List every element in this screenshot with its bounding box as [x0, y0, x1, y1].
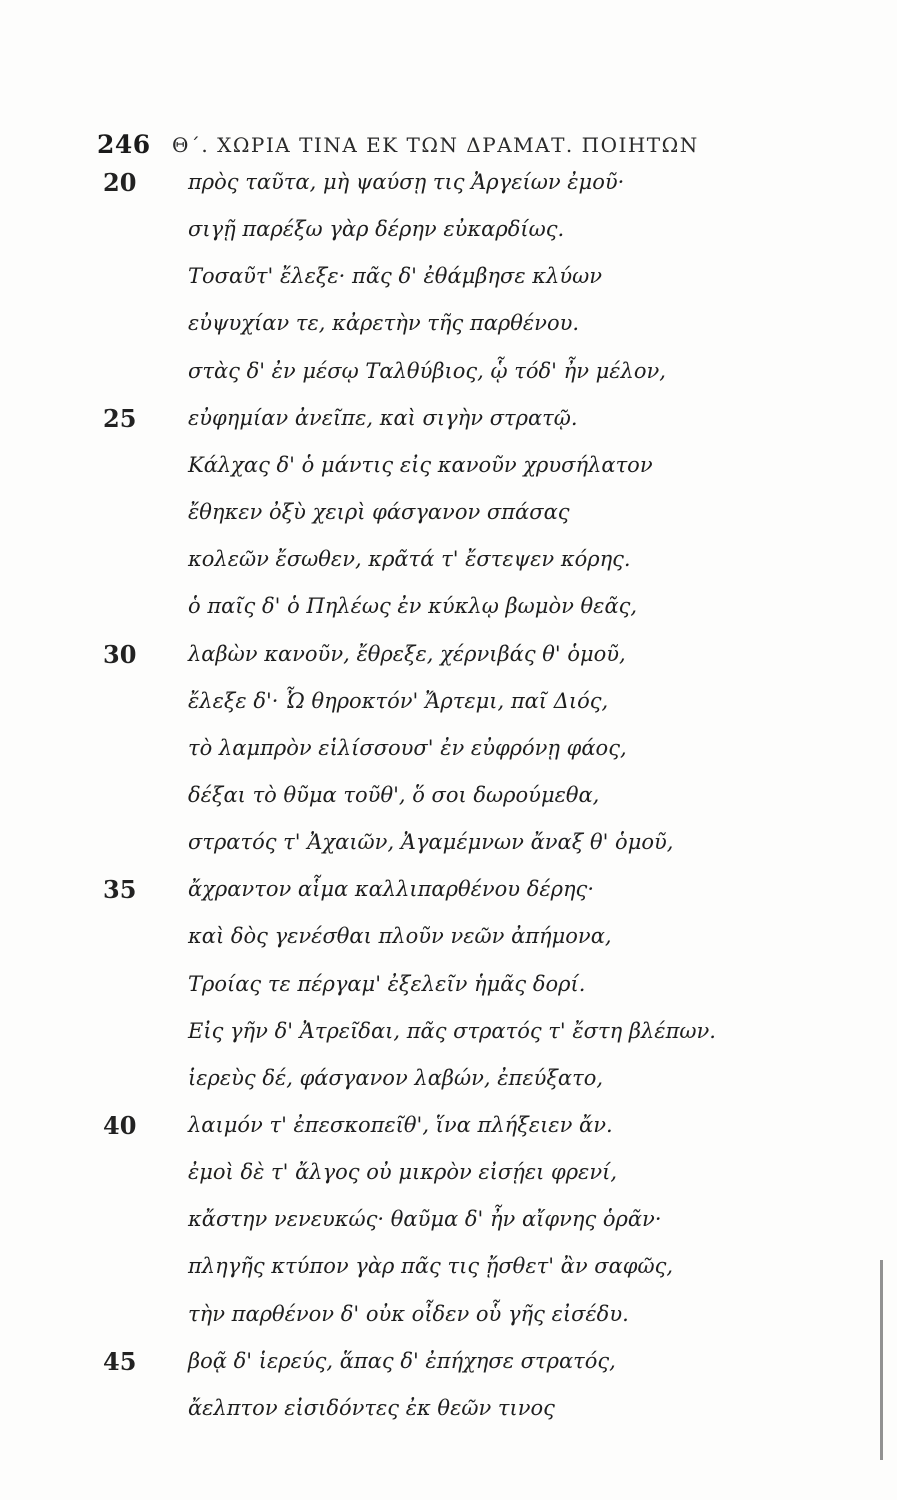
page-number: 246 [97, 130, 151, 159]
verse-line [0, 922, 897, 970]
line-text: Τροίας τε πέργαμ' ἐξελεῖν ἡμᾶς δορί. [188, 971, 586, 996]
verse-line [0, 875, 897, 923]
verse-line [0, 1347, 897, 1395]
line-text: ἄελπτον εἰσιδόντες ἐκ θεῶν τινος [188, 1395, 555, 1420]
verse-line [0, 1158, 897, 1206]
running-head-title: Θ΄. ΧΩΡΙΑ ΤΙΝΑ ΕΚ ΤΩΝ ΔΡΑΜΑΤ. ΠΟΙΗΤΩΝ [172, 133, 699, 157]
verse-line [0, 640, 897, 688]
line-number: 30 [103, 639, 137, 669]
line-text: ἐμοὶ δὲ τ' ἄλγος οὐ μικρὸν εἰσῄει φρενί, [188, 1160, 618, 1185]
verse-line [0, 1252, 897, 1300]
line-text: τὴν παρθένον δ' οὐκ οἶδεν οὗ γῆς εἰσέδυ. [188, 1301, 629, 1326]
line-text: Εἰς γῆν δ' Ἀτρεῖδαι, πᾶς στρατός τ' ἔστη βλέπων. [188, 1018, 716, 1043]
line-text: στὰς δ' ἐν μέσῳ Ταλθύβιος, ᾧ τόδ' ἦν μέλον, [188, 358, 666, 383]
line-text: δέξαι τὸ θῦμα τοῦθ', ὅ σοι δωρούμεθα, [188, 782, 600, 807]
line-text: κἄστην νενευκώς· θαῦμα δ' ἦν αἴφνης ὁρᾶν· [188, 1207, 662, 1232]
verse-line [0, 1394, 897, 1442]
verse-line [0, 309, 897, 357]
line-number: 40 [103, 1111, 137, 1140]
line-text: πληγῆς κτύπον γὰρ πᾶς τις ᾔσθετ' ἂν σαφῶς, [188, 1254, 674, 1279]
verse-line [0, 781, 897, 829]
line-text: κολεῶν ἔσωθεν, κρᾶτά τ' ἔστεψεν κόρης. [188, 547, 631, 572]
line-text: σιγῇ παρέξω γὰρ δέρην εὐκαρδίως. [188, 217, 565, 242]
line-number: 25 [103, 403, 137, 433]
verse-line [0, 1017, 897, 1065]
line-text: Κάλχας δ' ὁ μάντις εἰς κανοῦν χρυσήλατον [188, 452, 653, 477]
line-text: ὁ παῖς δ' ὁ Πηλέως ἐν κύκλῳ βωμὸν θεᾶς, [188, 594, 638, 619]
line-text: ἔλεξε δ'· Ὦ θηροκτόν' Ἄρτεμι, παῖ Διός, [188, 688, 609, 713]
line-text: ἱερεὺς δέ, φάσγανον λαβών, ἐπεύξατο, [188, 1065, 604, 1090]
verse-line [0, 1300, 897, 1348]
verse-line [0, 498, 897, 546]
verse-line [0, 215, 897, 263]
line-text: πρὸς ταῦτα, μὴ ψαύσῃ τις Ἀργείων ἐμοῦ· [188, 170, 625, 194]
line-text: Τοσαῦτ' ἔλεξε· πᾶς δ' ἐθάμβησε κλύων [188, 264, 603, 289]
verse-line [0, 451, 897, 499]
verse-line [0, 734, 897, 782]
line-text: εὐφημίαν ἀνεῖπε, καὶ σιγὴν στρατῷ. [188, 405, 578, 430]
line-text: λαιμόν τ' ἐπεσκοπεῖθ', ἵνα πλήξειεν ἄν. [188, 1113, 613, 1137]
verse-line [0, 262, 897, 310]
running-head [97, 126, 797, 166]
line-text: στρατός τ' Ἀχαιῶν, Ἀγαμέμνων ἄναξ θ' ὁμοῦ, [188, 830, 674, 855]
verse-line [0, 970, 897, 1018]
line-text: τὸ λαμπρὸν εἱλίσσουσ' ἐν εὐφρόνῃ φάος, [188, 735, 627, 760]
verse-line [0, 1064, 897, 1112]
verse-line [0, 357, 897, 405]
line-number: 20 [103, 168, 137, 197]
verse-line [0, 592, 897, 640]
line-number: 35 [103, 875, 137, 905]
line-text: εὐψυχίαν τε, κἀρετὴν τῆς παρθένου. [188, 311, 580, 336]
line-text: ἄχραντον αἷμα καλλιπαρθένου δέρης· [188, 877, 594, 902]
verse-line [0, 404, 897, 452]
verse-line [0, 828, 897, 876]
verse-line [0, 687, 897, 735]
verse-line [0, 1205, 897, 1253]
verse-line [0, 168, 897, 216]
line-text: λαβὼν κανοῦν, ἔθρεξε, χέρνιβάς θ' ὁμοῦ, [188, 641, 626, 666]
verse-line [0, 545, 897, 593]
line-number: 45 [103, 1346, 137, 1376]
line-text: ἔθηκεν ὀξὺ χειρὶ φάσγανον σπάσας [188, 500, 570, 525]
line-text: καὶ δὸς γενέσθαι πλοῦν νεῶν ἀπήμονα, [188, 924, 612, 949]
line-text: βοᾷ δ' ἱερεύς, ἅπας δ' ἐπήχησε στρατός, [188, 1348, 616, 1373]
page-edge-shadow [880, 1260, 883, 1460]
verse-line [0, 1111, 897, 1159]
